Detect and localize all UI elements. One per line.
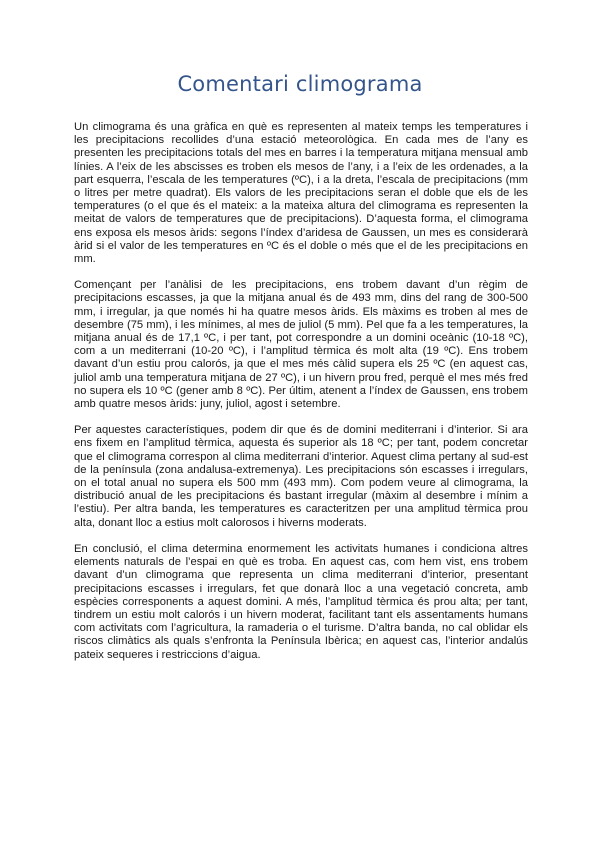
paragraph-introduction: Un climograma és una gràfica en què es representen al mateix temps les temperatures i les precipitacions recollides d’una estació meteorològica. En cada mes de l’any es presenten les precipitacions totals del mes en barres i la temperatura mitjana mensual amb línies. A l’eix de les abscisses es troben els mesos de l’any, i a l’eix de les ordenades, a la part esquerra, l’escala de les temperatures (ºC), i a la dreta, l’escala de precipitacions (mm o litres per metre quadrat). Els valors de les precipitacions seran el doble que els de les temperatures (o el que és el mateix: a la mateixa altura del climograma es representen la meitat de valors de temperatures que de precipitacions). D’aquesta forma, el climograma ens exposa els mesos àrids: segons l’índex d’aridesa de Gaussen, un mes es considerarà àrid si el valor de les temperatures en ºC és el doble o més que el de les precipitacions en mm. bbox=[74, 121, 528, 266]
page-title: Comentari climograma bbox=[177, 72, 423, 96]
paragraph-classification: Per aquestes característiques, podem dir que és de domini mediterrani i d’interior. Si ara ens fixem en l’amplitud tèrmica, aquesta és superior als 18 ºC; per tant, podem concretar que el climograma correspon al clima mediterrani d’interior. Aquest clima pertany al sud-est de la península (zona andalusa-extremenya). Les precipitacions són escasses i irregulars, on el total anual no supera els 500 mm (493 mm). Com podem veure al climograma, la distribució anual de les precipitacions és bastant irregular (màxim al desembre i mínim a l’estiu). Per altra banda, les temperatures es caracteritzen per una amplitud tèrmica prou alta, donant lloc a estius molt calorosos i hiverns moderats. bbox=[74, 424, 528, 529]
paragraph-analysis: Començant per l’anàlisi de les precipitacions, ens trobem davant d’un règim de precipitacions escasses, ja que la mitjana anual és de 493 mm, dins del rang de 300-500 mm, i irregular, ja que només hi ha quatre mesos àrids. Els màxims es troben al mes de desembre (75 mm), i les mínimes, al mes de juliol (5 mm). Pel que fa a les temperatures, la mitjana anual és de 17,1 ºC, i per tant, pot correspondre a un domini oceànic (10-18 ºC), com a un mediterrani (10-20 ºC), i l’amplitud tèrmica és molt alta (19 ºC). Ens trobem davant d’un estiu prou calorós, ja que el mes més càlid supera els 25 ºC (en aquest cas, juliol amb una temperatura mitjana de 27 ºC), i un hivern prou fred, perquè el mes més fred no supera els 10 ºC (gener amb 8 ºC). Per últim, atenent a l’índex de Gaussen, ens trobem amb quatre mesos àrids: juny, juliol, agost i setembre. bbox=[74, 279, 528, 411]
paragraph-conclusion: En conclusió, el clima determina enormement les activitats humanes i condiciona altres elements naturals de l’espai en què es troba. En aquest cas, com hem vist, ens trobem davant d’un climograma que representa un clima mediterrani d’interior, presentant precipitacions escasses i irregulars, fet que donarà lloc a una vegetació concreta, amb espècies corresponents a aquest domini. A més, l’amplitud tèrmica és prou alta; per tant, tindrem un estiu molt calorós i un hivern moderat, facilitant tant els assentaments humans com activitats com l’agricultura, la ramaderia o el turisme. D’altra banda, no cal oblidar els riscos climàtics als quals s’enfronta la Península Ibèrica; en aquest cas, l’interior andalús pateix sequeres i restriccions d’aigua. bbox=[74, 542, 528, 661]
document-body bbox=[74, 121, 528, 675]
